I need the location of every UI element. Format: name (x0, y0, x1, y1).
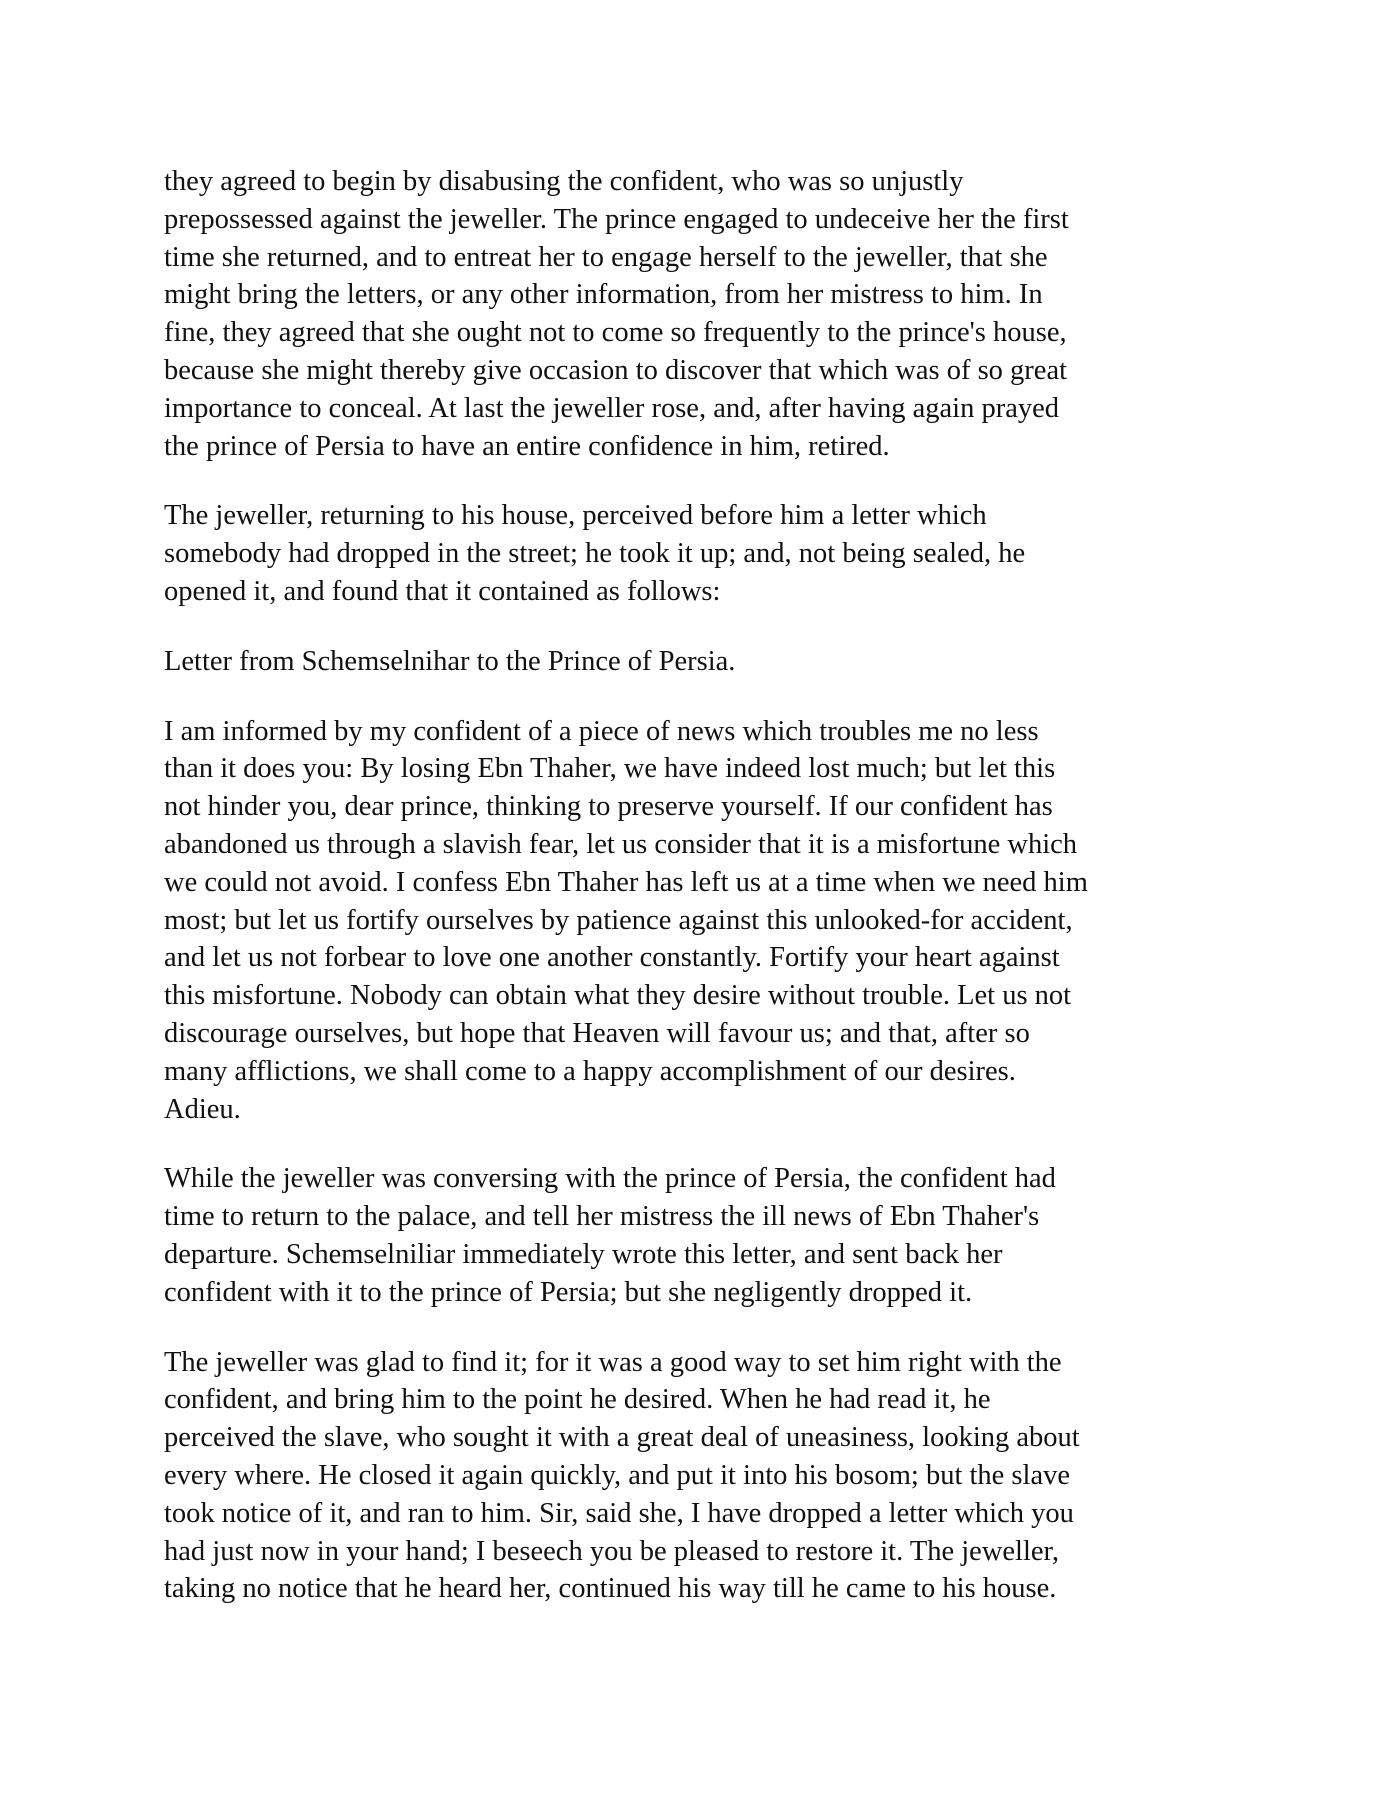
paragraph (164, 643, 1344, 681)
text-line: somebody had dropped in the street; he took it up; and, not being sealed, he (164, 538, 1026, 570)
text-line: importance to conceal. At last the jeweller rose, and, after having again prayed (164, 392, 1060, 424)
text-line: the prince of Persia to have an entire confidence in him, retired. (164, 430, 890, 462)
text-line: we could not avoid. I confess Ebn Thaher has left us at a time when we need him (164, 866, 1088, 898)
text-line: perceived the slave, who sought it with a great deal of uneasiness, looking about (164, 1422, 1080, 1454)
document-page (164, 163, 1344, 1640)
text-line: had just now in your hand; I beseech you be pleased to restore it. The jeweller, (164, 1535, 1060, 1567)
text-line: abandoned us through a slavish fear, let us consider that it is a misfortune which (164, 828, 1078, 860)
text-line: every where. He closed it again quickly, and put it into his bosom; but the slave (164, 1459, 1070, 1491)
paragraph (164, 1344, 1344, 1609)
paragraph (164, 1160, 1344, 1311)
paragraph (164, 497, 1344, 610)
text-line: confident with it to the prince of Persia; but she negligently dropped it. (164, 1276, 973, 1308)
text-line: discourage ourselves, but hope that Heaven will favour us; and that, after so (164, 1017, 1030, 1049)
text-line: and let us not forbear to love one another constantly. Fortify your heart against (164, 942, 1060, 974)
text-line: not hinder you, dear prince, thinking to preserve yourself. If our confident has (164, 791, 1053, 823)
text-line: time to return to the palace, and tell her mistress the ill news of Ebn Thaher's (164, 1201, 1040, 1233)
text-line: they agreed to begin by disabusing the confident, who was so unjustly (164, 166, 964, 197)
text-line: departure. Schemselniliar immediately wrote this letter, and sent back her (164, 1238, 1003, 1270)
text-line: prepossessed against the jeweller. The prince engaged to undeceive her the first (164, 203, 1069, 235)
text-line: time she returned, and to entreat her to engage herself to the jeweller, that she (164, 241, 1048, 273)
text-line: fine, they agreed that she ought not to come so frequently to the prince's house, (164, 317, 1067, 349)
text-line: I am informed by my confident of a piece of news which troubles me no less (164, 715, 1039, 747)
text-line: took notice of it, and ran to him. Sir, said she, I have dropped a letter which you (164, 1497, 1074, 1529)
text-line: While the jeweller was conversing with the prince of Persia, the confident had (164, 1163, 1056, 1195)
paragraph (164, 163, 1344, 465)
paragraph (164, 713, 1344, 1129)
text-line: this misfortune. Nobody can obtain what they desire without trouble. Let us not (164, 980, 1072, 1012)
text-line: opened it, and found that it contained as follows: (164, 575, 721, 607)
text-line: because she might thereby give occasion to discover that which was of so great (164, 354, 1068, 386)
text-line: many afflictions, we shall come to a happy accomplishment of our desires. (164, 1055, 1016, 1087)
text-line: Letter from Schemselnihar to the Prince of Persia. (164, 645, 736, 677)
text-line: Adieu. (164, 1093, 241, 1125)
text-line: than it does you: By losing Ebn Thaher, we have indeed lost much; but let this (164, 753, 1056, 785)
text-line: The jeweller, returning to his house, perceived before him a letter which (164, 500, 987, 532)
text-line: most; but let us fortify ourselves by patience against this unlooked-for accident, (164, 904, 1073, 936)
text-line: The jeweller was glad to find it; for it was a good way to set him right with the (164, 1346, 1062, 1378)
text-line: taking no notice that he heard her, continued his way till he came to his house. (164, 1573, 1057, 1605)
text-line: might bring the letters, or any other information, from her mistress to him. In (164, 279, 1043, 311)
text-line: confident, and bring him to the point he desired. When he had read it, he (164, 1384, 991, 1416)
